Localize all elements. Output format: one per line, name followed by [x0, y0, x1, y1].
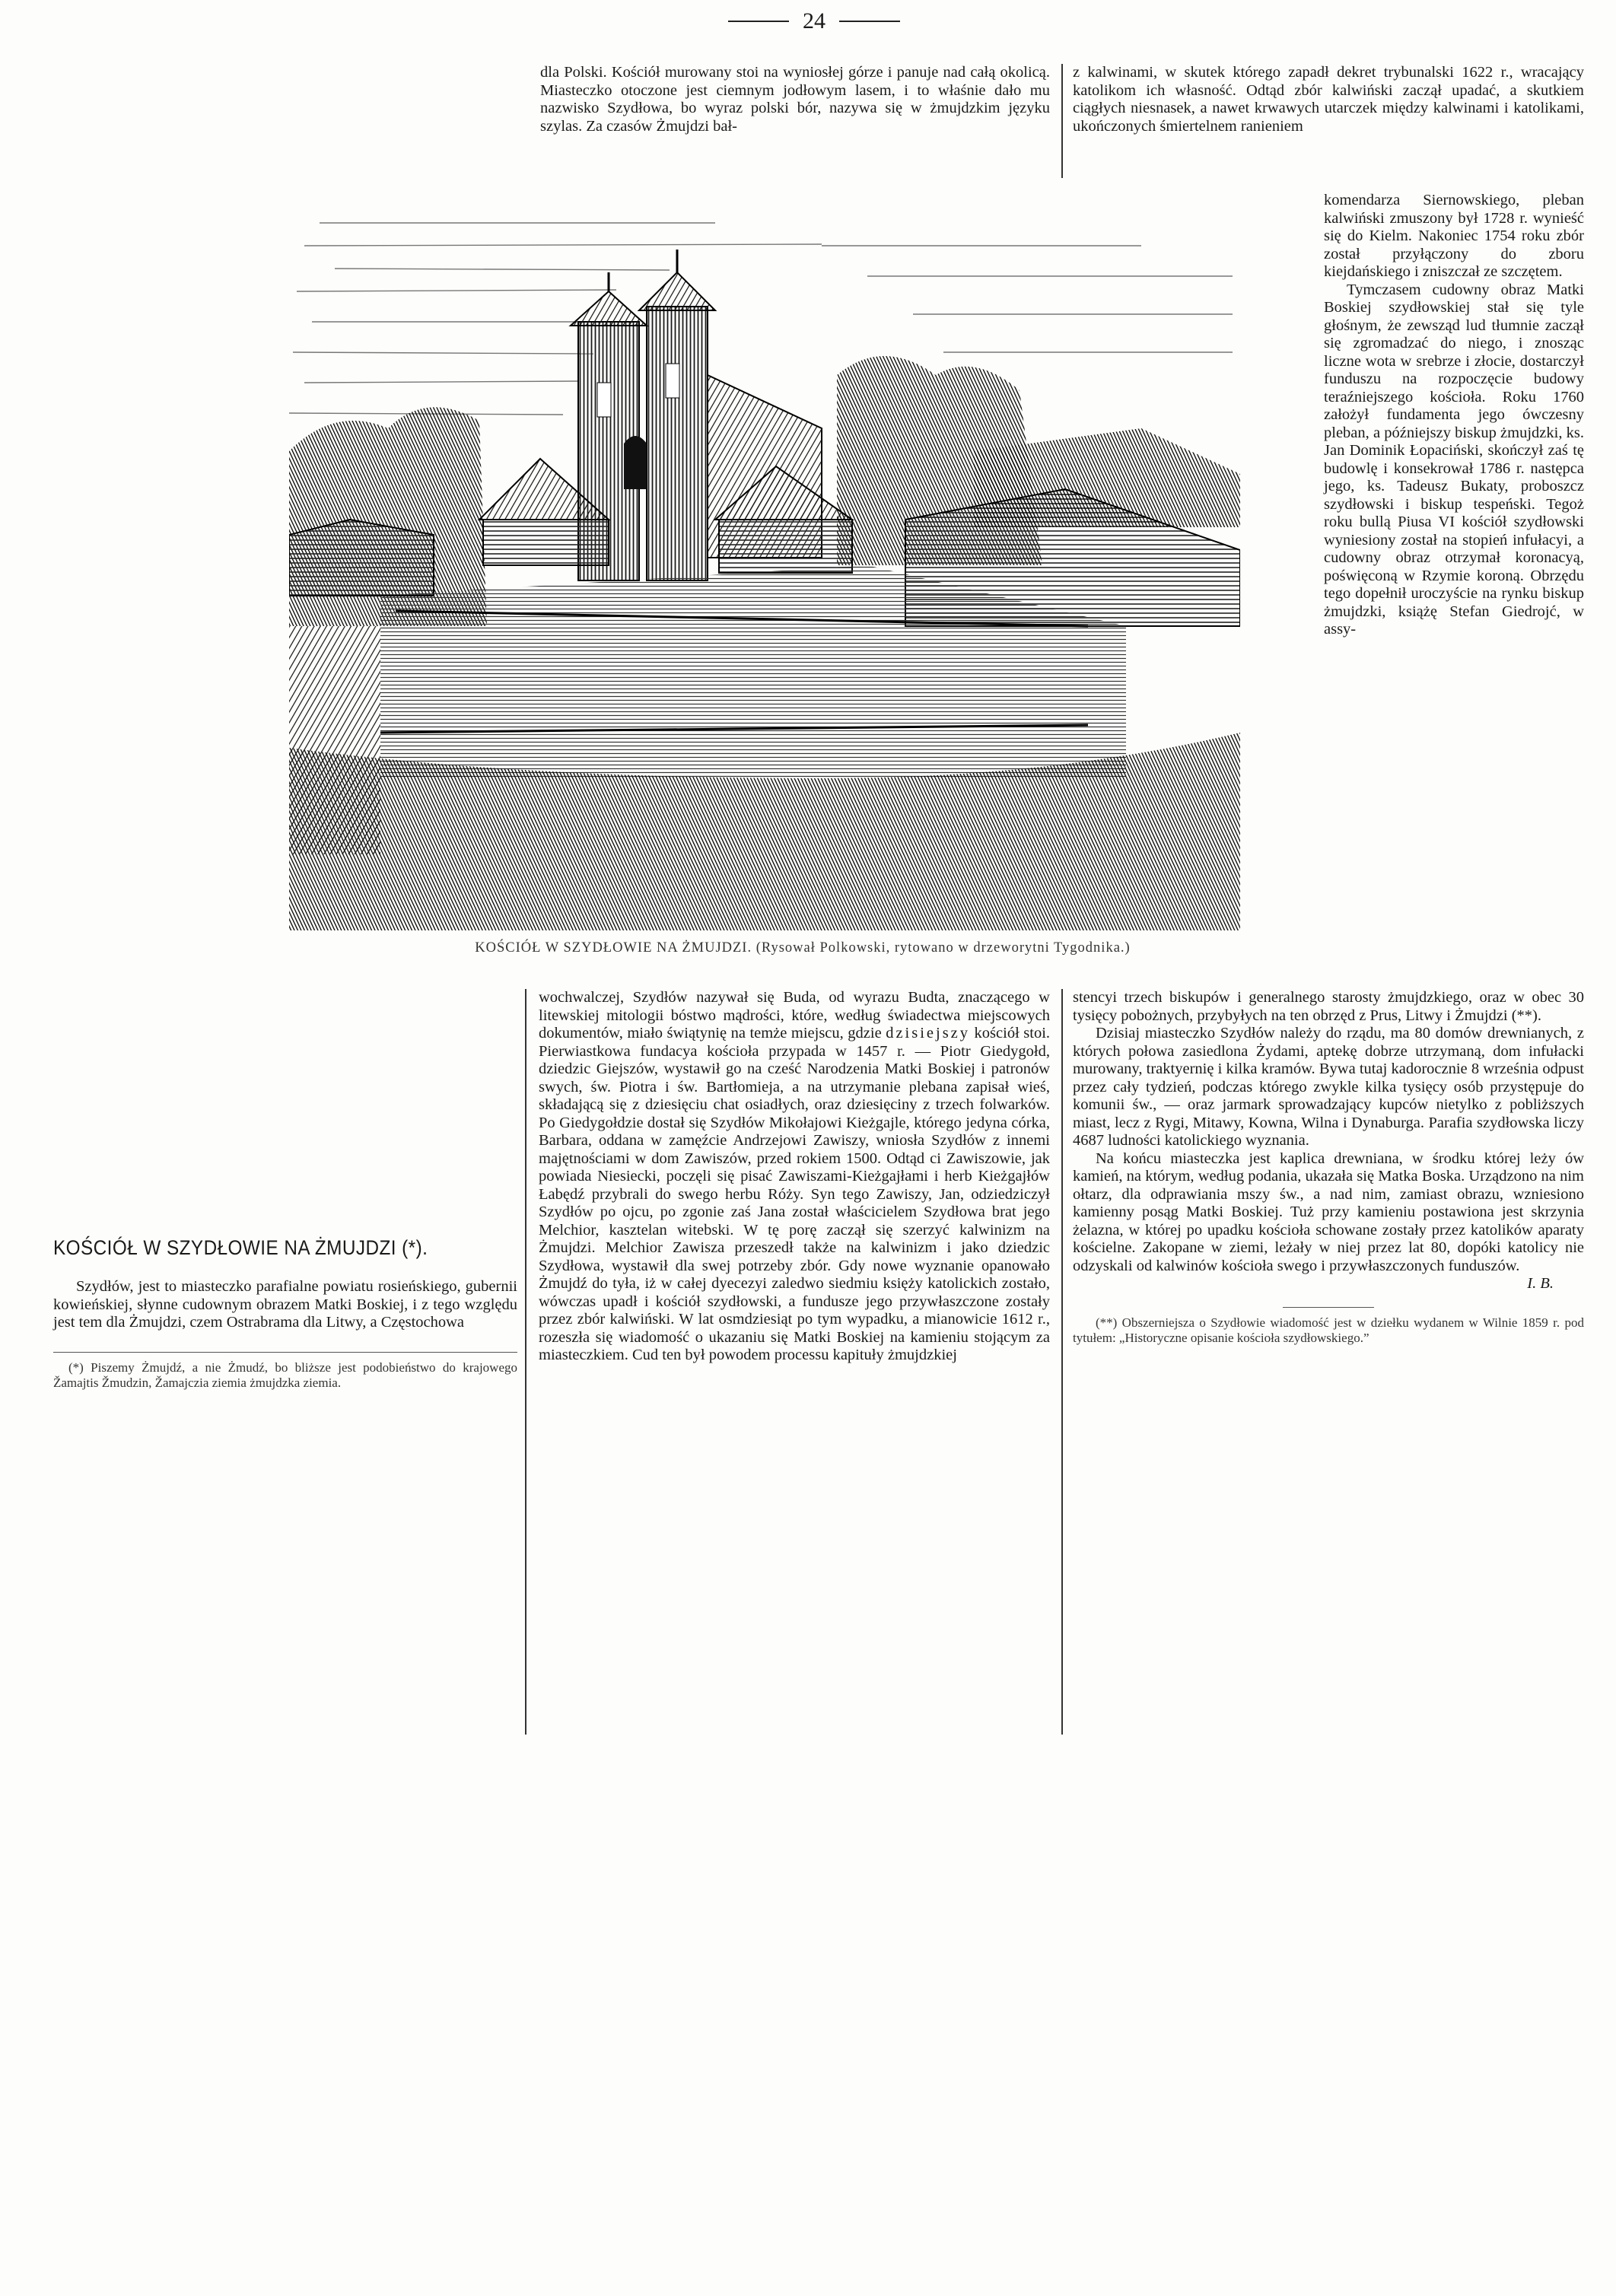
- paragraph-text-a: wochwalczej, Szydłów nazywał się Buda, od wyrazu Budta, znaczącego w litewskiej mitologii bóstwo mądrości, które, według świadectwa miejscowych dokumentów, miało świątynię na temże miejscu, gdzie: [539, 989, 1050, 1041]
- column-center-top: [540, 64, 1050, 135]
- emphasized-word: dzisiejszy: [886, 1025, 971, 1041]
- column-right-bottom: [1073, 989, 1584, 1346]
- engraving-caption: KOŚCIÓŁ W SZYDŁOWIE NA ŻMUJDZI. (Rysował Polkowski, rytowano w drzeworytni Tygodnika.): [475, 940, 1131, 956]
- column-divider: [525, 989, 526, 1735]
- signature: I. B.: [1527, 1275, 1554, 1292]
- left-rule: [728, 21, 789, 22]
- paragraph: z kalwinami, w skutek którego zapadł dekret trybunalski 1622 r., wracający katolikom ich własność. Odtąd zbór kalwiński zaczął upadać, a skutkiem ciągłych niesnasek, a nawet krwawych utarczek między kalwinami i katolikami, ukończonych śmiertelnem ranieniem: [1073, 64, 1584, 135]
- paragraph: Na końcu miasteczka jest kaplica drewniana, w środku której leży ów kamień, na którym, według podania, ukazała się Matka Boska. Urządzono na nim ołtarz, dla odprawiania mszy św., a nad nim, zamiast obrazu, wzniesiono kamienny posąg Matki Boskiej. Tuż przy kamieniu postawiona jest skrzynia żelazna, w której po upadku kościoła schowane zostały przez katolików aparaty kościelne. Zakopane w ziemi, leżały w niej przez lat 80, dopóki katolicy nie odzyskali od kalwinów kościoła swego i przywłaszczonych funduszów.: [1073, 1150, 1584, 1274]
- page-number: 24: [803, 8, 825, 33]
- footnote-rule: [53, 1352, 517, 1353]
- paragraph: [539, 989, 1050, 1365]
- article-title: KOŚCIÓŁ W SZYDŁOWIE NA ŻMUJDZI (*).: [53, 1236, 428, 1259]
- paragraph: Tymczasem cudowny obraz Matki Boskiej szydłowskiej stał się tyle głośnym, że zewsząd lud tłumnie zaczął się zgromadzać do niego, i znosząc liczne wota w srebrze i złocie, dostarczył funduszu na rozpoczęcie budowy teraźniejszego kościoła. Roku 1760 założył fundamenta jego ówczesny pleban, a późniejszy biskup żmujdzki, ks. Jan Dominik Łopaciński, skończył zaś tę budowlę i konsekrował 1786 r. następca jego, ks. Tadeusz Bukaty, proboszcz szydłowski i biskup tespeński. Tegoż roku bullą Piusa VI kościół szydłowski wyniesiony został na stopień infułacyi, a cudowny obraz otrzymał koronacyą, poświęconą w Rzymie koroną. Obrzędu tego dopełnił uroczyście na rynku biskup żmujdzki, książę Stefan Giedrojć, w assy-: [1324, 281, 1584, 638]
- right-rule: [839, 21, 900, 22]
- column-divider: [1061, 64, 1063, 178]
- paragraph: Szydłów, jest to miasteczko parafialne powiatu rosieńskiego, gubernii kowieńskiej, słynne cudownym obrazem Matki Boskiej, i z tego względu jest tem dla Żmujdzi, czem Ostrabrama dla Litwy, a Częstochowa: [53, 1278, 517, 1331]
- column-center-bottom: [539, 989, 1050, 1365]
- church-engraving: [289, 200, 1240, 930]
- column-right-top: [1073, 64, 1584, 135]
- column-right-narrow: [1324, 192, 1584, 639]
- column-divider: [1061, 989, 1063, 1735]
- footnote-rule: [1283, 1307, 1374, 1308]
- paragraph: Dzisiaj miasteczko Szydłów należy do rządu, ma 80 domów drewnianych, z których połowa zasiedlona Żydami, aptekę dobrze utrzymaną, dom infułacki murowany, traktyernię i kilka kramów. Bywa tutaj kadorocznie 8 września odpust przez cały tydzień, podczas którego zwykle kilka tysięcy osób przystępuje do komunii św., — oraz jarmark sprowadzający kupców nietylko z pobliższych miast, lecz z Rygi, Mitawy, Kowna, Wilna i Dynaburga. Parafia szydłowska liczy 4687 ludności katolickiego wyznania.: [1073, 1025, 1584, 1149]
- page-number-header: [700, 6, 928, 37]
- paragraph: dla Polski. Kościół murowany stoi na wyniosłej górze i panuje nad całą okolicą. Miasteczko otoczone jest ciemnym jodłowym lasem, i to właśnie dało mu nazwisko Szydłowa, bo wyraz polski bór, nazywa się w żmujdzkim języku szylas. Za czasów Żmujdzi bał-: [540, 64, 1050, 135]
- paragraph: komendarza Siernowskiego, pleban kalwiński zmuszony był 1728 r. wynieść się do Kielm. Nakoniec 1754 roku zbór został przyłączony do zboru kiejdańskiego i zniszczał ze szczętem.: [1324, 192, 1584, 280]
- paragraph: stencyi trzech biskupów i generalnego starosty żmujdzkiego, oraz w obec 30 tysięcy pobożnych, przybyłych na ten obrzęd z Prus, Litwy i Żmujdzi (**).: [1073, 989, 1584, 1024]
- column-left: [53, 1278, 517, 1391]
- footnote-left: (*) Piszemy Żmujdź, a nie Żmudź, bo bliższe jest podobieństwo do krajowego Žamajtis Žmudzin, Žamajczia ziemia żmujdzka ziemia.: [53, 1359, 517, 1390]
- footnote-right: (**) Obszerniejsza o Szydłowie wiadomość jest w dziełku wydanem w Wilnie 1859 r. pod tytułem: „Historyczne opisanie kościoła szydłowskiego.”: [1073, 1315, 1584, 1345]
- paragraph-text-b: kościół stoi. Pierwiastkowa fundacya kościoła przypada w 1457 r. — Piotr Giedygołd, dziedzic Giejszów, wystawił go na cześć Narodzenia Matki Boskiej i patronów swych, św. Piotra i św. Bartłomieja, a na utrzymanie plebana zapisał wieś, składającą się z dziesięciu chat osiadłych, oraz dziesięciny z trzech folwarków. Po Giedygołdzie dostał się Szydłów Mikołajowi Kieżgajle, którego jedyna córka, Barbara, oddana w zamęźcie Andrzejowi Zawiszy, wniosła Szydłów z innemi majętnościami w dom Zawiszów, przed rokiem 1500. Odtąd ci Zawiszowie, jak powiada Niesiecki, poczęli się pisać Zawiszami-Kieżgajłami i herb Kieżgajłów Łabędź przybrali do swego herbu Róży. Syn tego Zawiszy, Jan, odziedziczył Szydłów po ojcu, po zgonie zaś Jana został właścicielem Szydłowa brat jego Melchior, kasztelan witebski. W tę porę zaczął się szerzyć kalwinizm na Żmujdzi. Melchior Zawisza przeszedł także na kalwinizm i jako dziedzic Szydłowa, wystawił dla swej potrzeby zbór. Gdy nowe wyznanie opanowało Żmujdź do tyła, iż w całej dyecezyi zaledwo siedmiu księży katolickich zostało, wówczas upadł i kościół szydłowski, a fundusze jego przywłaszczone zostały przez zbór kalwiński. W lat osmdziesiąt po tym wypadku, a mianowicie 1612 r., rozeszła się wiadomość o ukazaniu się Matki Boskiej na kamieniu stojącym za miasteczkiem. Cud ten był powodem processu kapituły żmujdzkiej: [539, 1025, 1051, 1363]
